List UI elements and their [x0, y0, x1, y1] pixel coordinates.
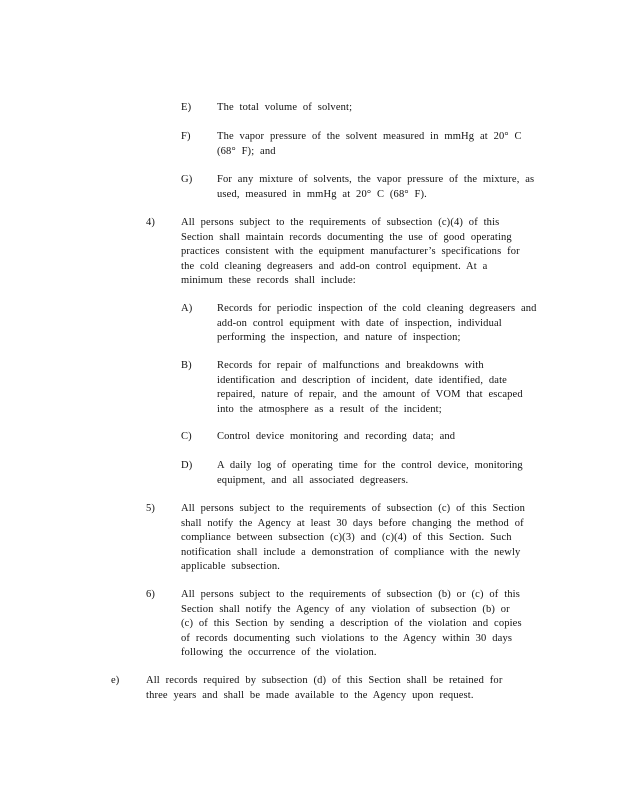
- item-label-e-lower: e): [111, 675, 120, 686]
- item-text-5: All persons subject to the requirements of subsection (c) of this Section shall notify the Agency at least 30 days before changing the method of compliance between subsection (c)(3) and (c)(4) of this Section. Such notification shall include a demonstration of compliance with the newly applicable subsection.: [181, 503, 526, 572]
- item-label-4b: B): [181, 360, 192, 371]
- item-label-4: 4): [146, 217, 156, 228]
- item-label-4c: C): [181, 431, 192, 442]
- item-label-4a: A): [181, 303, 193, 314]
- item-text-e: The total volume of solvent;: [217, 102, 353, 113]
- item-label-e: E): [181, 102, 192, 113]
- item-label-4d: D): [181, 460, 193, 471]
- item-text-4a: Records for periodic inspection of the cold cleaning degreasers and add-on control equipment with date of inspection, individual performing the inspection, and nature of inspection;: [217, 303, 537, 343]
- item-text-4: All persons subject to the requirements of subsection (c)(4) of this Section shall maintain records documenting the use of good operating practices consistent with the equipment manufacturer’s specifications for the cold cleaning degreasers and add-on control equipment. At a minimum these records shall include:: [181, 217, 520, 286]
- item-label-6: 6): [146, 589, 156, 600]
- item-text-4b: Records for repair of malfunctions and breakdowns with identification and description of incident, date identified, date repaired, nature of repair, and the amount of VOM that escaped into the atmosphere as a result of the incident;: [217, 360, 523, 415]
- item-text-e-lower: All records required by subsection (d) of this Section shall be retained for three years and shall be made available to the Agency upon request.: [146, 675, 503, 701]
- item-text-6: All persons subject to the requirements of subsection (b) or (c) of this Section shall notify the Agency of any violation of subsection (b) or (c) of this Section by sending a description of the violation and copies of records documenting such violations to the Agency within 30 days following the occurrence of the violation.: [181, 589, 522, 658]
- item-label-f: F): [181, 131, 191, 142]
- item-label-g: G): [181, 174, 193, 185]
- item-label-5: 5): [146, 503, 156, 514]
- item-text-4c: Control device monitoring and recording data; and: [217, 431, 456, 442]
- item-text-g: For any mixture of solvents, the vapor pressure of the mixture, as used, measured in mmHg at 20° C (68° F).: [217, 174, 535, 200]
- item-text-f: The vapor pressure of the solvent measured in mmHg at 20° C (68° F); and: [217, 131, 522, 157]
- item-text-4d: A daily log of operating time for the control device, monitoring equipment, and all associated degreasers.: [217, 460, 523, 486]
